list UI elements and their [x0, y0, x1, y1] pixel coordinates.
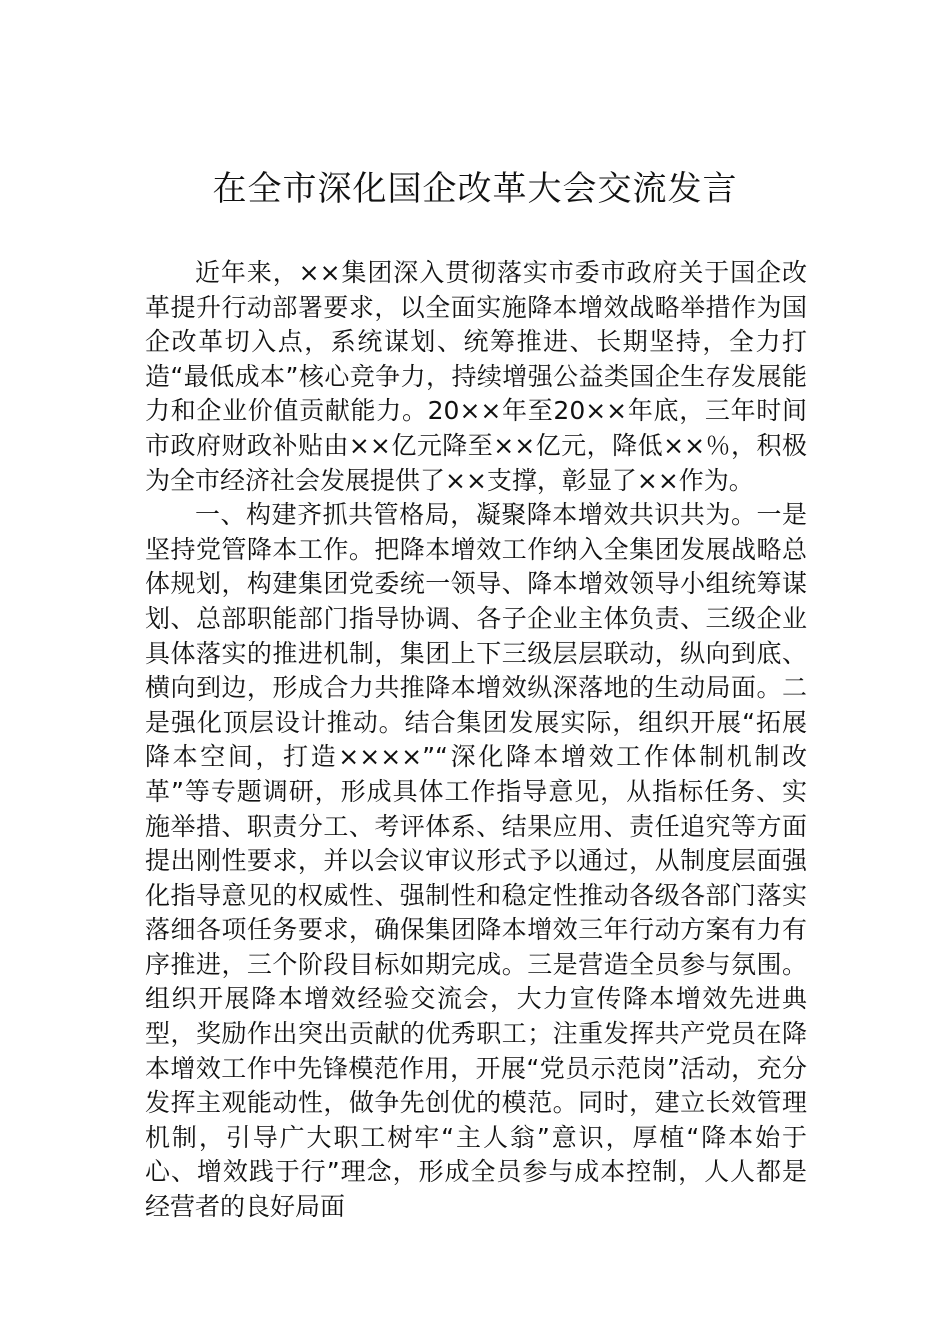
document-title: 在全市深化国企改革大会交流发言 [212, 169, 738, 209]
paragraph-section-one: 一、构建齐抓共管格局，凝聚降本增效共识共为。一是坚持党管降本工作。把降本增效工作纳入全集团发展战略总体规划，构建集团党委统一领导、降本增效领导小组统筹谋划、总部职能部门指导协调、各子企业主体负责、三级企业具体落实的推进机制，集团上下三级层层联动，纵向到底、横向到边，形成合力共推降本增效纵深落地的生动局面。二是强化顶层设计推动。结合集团发展实际，组织开展“拓展降本空间，打造××××”“深化降本增效工作体制机制改革”等专题调研，形成具体工作指导意见，从指标任务、实施举措、职责分工、考评体系、结果应用、责任追究等方面提出刚性要求，并以会议审议形式予以通过，从制度层面强化指导意见的权威性、强制性和稳定性推动各级各部门落实落细各项任务要求，确保集团降本增效三年行动方案有力有序推进，三个阶段目标如期完成。三是营造全员参与氛围。组织开展降本增效经验交流会，大力宣传降本增效先进典型，奖励作出突出贡献的优秀职工；注重发挥共产党员在降本增效工作中先锋模范作用，开展“党员示范岗”活动，充分发挥主观能动性，做争先创优的模范。同时，建立长效管理机制，引导广大职工树牢“主人翁”意识，厚植“降本始于心、增效践于行”理念，形成全员参与成本控制，人人都是经营者的良好局面 [145, 500, 807, 1222]
document-body [145, 256, 807, 1225]
paragraph-intro: 近年来，××集团深入贯彻落实市委市政府关于国企改革提升行动部署要求，以全面实施降本增效战略举措作为国企改革切入点，系统谋划、统筹推进、长期坚持，全力打造“最低成本”核心竞争力，持续增强公益类国企生存发展能力和企业价值贡献能力。20××年至20××年底，三年时间市政府财政补贴由××亿元降至××亿元，降低××％，积极为全市经济社会发展提供了××支撑，彰显了××作为。 [145, 258, 807, 495]
